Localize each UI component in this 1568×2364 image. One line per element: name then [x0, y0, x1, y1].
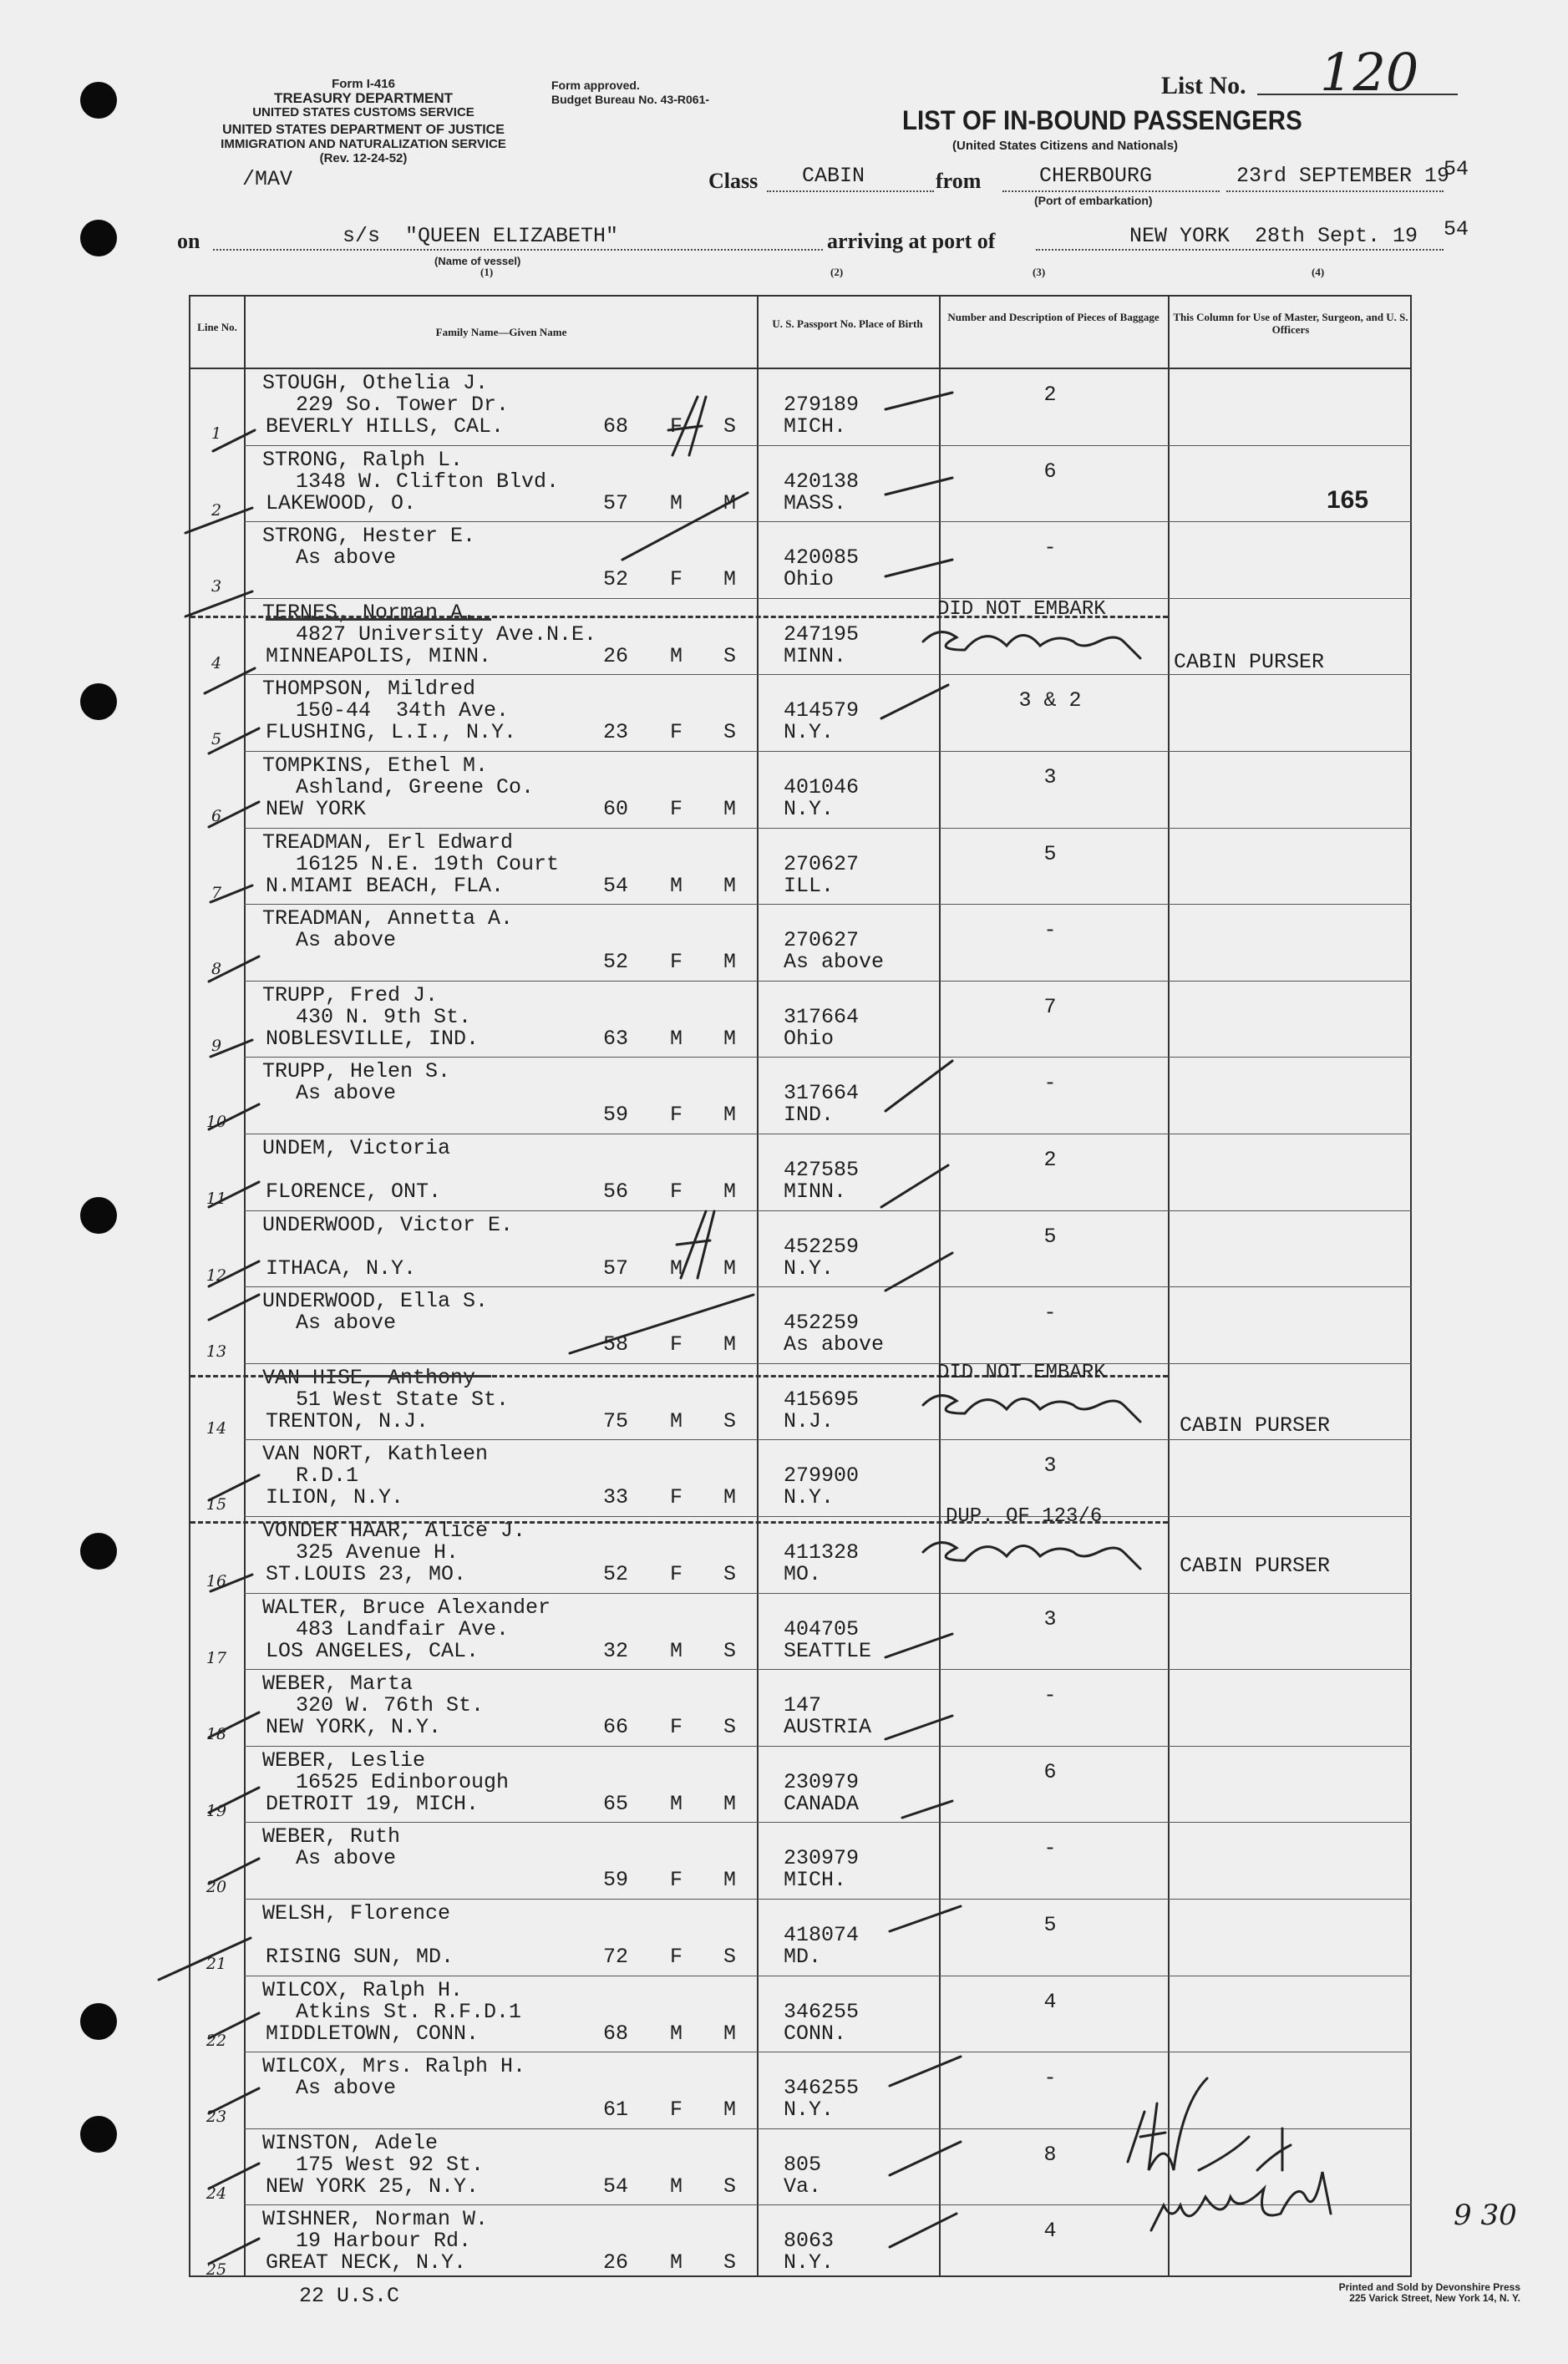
- marital-status: S: [723, 2250, 737, 2275]
- marital-status: M: [723, 2021, 737, 2046]
- birthplace: AUSTRIA: [784, 1715, 872, 1740]
- baggage: -: [1043, 2066, 1057, 2091]
- marital-status: M: [723, 1332, 737, 1357]
- form-approved: Form approved.: [551, 79, 640, 92]
- marital-status: M: [723, 567, 737, 592]
- age: 52: [603, 950, 629, 975]
- col-header-officers: This Column for Use of Master, Surgeon, and U. S. Officers: [1173, 311, 1408, 336]
- col-header-line: Line No.: [197, 321, 237, 333]
- printer-line-2: 225 Varick Street, New York 14, N. Y.: [1349, 2292, 1520, 2304]
- line-number: 15: [206, 1495, 227, 1514]
- birthplace: Va.: [784, 2174, 822, 2199]
- city-state: NEW YORK, N.Y.: [266, 1715, 442, 1740]
- marital-status: M: [723, 2098, 737, 2123]
- family-name: WEBER, Leslie: [262, 1748, 426, 1773]
- family-name: VAN NORT, Kathleen: [262, 1442, 489, 1467]
- line-number: 23: [206, 2108, 227, 2127]
- birthplace: N.Y.: [784, 2098, 835, 2123]
- city-state: LAKEWOOD, O.: [266, 490, 417, 515]
- marital-status: S: [723, 643, 737, 668]
- line-number: 21: [206, 1955, 227, 1973]
- age: 32: [603, 1638, 629, 1663]
- marital-status: M: [723, 1103, 737, 1128]
- family-name: STRONG, Hester E.: [262, 524, 476, 549]
- age: 26: [603, 643, 629, 668]
- cabin-purser-stamp: CABIN PURSER: [1174, 650, 1325, 674]
- sex: M: [670, 490, 683, 515]
- city-state: ITHACA, N.Y.: [266, 1256, 417, 1281]
- on-label: on: [177, 229, 200, 253]
- passport-number: 346255: [784, 2076, 860, 2101]
- family-name: THOMPSON, Mildred: [262, 677, 476, 702]
- address-line: As above: [296, 928, 397, 953]
- family-name: VAN HISE, Anthony: [262, 1365, 476, 1390]
- birthplace: CONN.: [784, 2021, 847, 2046]
- birthplace: N.Y.: [784, 720, 835, 745]
- passport-number: 346255: [784, 1999, 860, 2024]
- city-state: ST.LOUIS 23, MO.: [266, 1562, 467, 1586]
- address-line: As above: [296, 2076, 397, 2101]
- passport-number: 805: [784, 2152, 822, 2177]
- family-name: TREADMAN, Erl Edward: [262, 829, 514, 855]
- baggage: -: [1043, 918, 1057, 943]
- passport-number: 411328: [784, 1540, 860, 1565]
- age: 52: [603, 1562, 629, 1586]
- birthplace: MINN.: [784, 1179, 847, 1204]
- family-name: UNDERWOOD, Victor E.: [262, 1212, 514, 1237]
- baggage: 5: [1043, 1913, 1057, 1937]
- family-name: WINSTON, Adele: [262, 2130, 439, 2155]
- address-line: As above: [296, 1311, 397, 1336]
- family-name: STOUGH, Othelia J.: [262, 371, 489, 395]
- birthplace: MINN.: [784, 643, 847, 668]
- address-line: Atkins St. R.F.D.1: [296, 1999, 522, 2024]
- sex: F: [670, 1945, 683, 1969]
- marital-status: S: [723, 414, 737, 439]
- list-no-label: List No.: [1161, 72, 1246, 99]
- signature-scribble: [1128, 2078, 1291, 2170]
- sex: F: [670, 1103, 683, 1128]
- age: 33: [603, 1485, 629, 1510]
- passport-number: 247195: [784, 621, 860, 647]
- family-name: VONDER HAAR, Alice J.: [262, 1519, 526, 1543]
- city-state: TRENTON, N.J.: [266, 1408, 429, 1433]
- address-line: 483 Landfair Ave.: [296, 1616, 510, 1641]
- age: 68: [603, 414, 629, 439]
- address-line: As above: [296, 545, 397, 571]
- handwritten-time: 9 30: [1454, 2199, 1517, 2232]
- family-name: STRONG, Ralph L.: [262, 447, 464, 472]
- baggage: 4: [1043, 1989, 1057, 2014]
- age: 68: [603, 2021, 629, 2046]
- marital-status: S: [723, 1562, 737, 1586]
- city-state: DETROIT 19, MICH.: [266, 1791, 480, 1816]
- birthplace: ILL.: [784, 873, 835, 898]
- passport-number: 404705: [784, 1616, 860, 1641]
- baggage: 2: [1043, 1148, 1057, 1172]
- sex: F: [670, 1715, 683, 1740]
- address-line: 16525 Edinborough: [296, 1769, 510, 1794]
- family-name: WEBER, Ruth: [262, 1824, 401, 1849]
- family-name: UNDERWOOD, Ella S.: [262, 1289, 489, 1314]
- document-subtitle: (United States Citizens and Nationals): [952, 139, 1179, 153]
- birthplace: N.Y.: [784, 1256, 835, 1281]
- passport-number: 427585: [784, 1158, 860, 1182]
- age: 75: [603, 1408, 629, 1433]
- marital-status: M: [723, 797, 737, 821]
- city-state: RISING SUN, MD.: [266, 1945, 454, 1969]
- did-not-embark-stamp: DID NOT EMBARK: [937, 1362, 1106, 1384]
- city-state: MIDDLETOWN, CONN.: [266, 2021, 480, 2046]
- doj: UNITED STATES DEPARTMENT OF JUSTICE: [222, 123, 505, 137]
- address-line: R.D.1: [296, 1464, 359, 1489]
- address-line: 430 N. 9th St.: [296, 1004, 472, 1029]
- officer-count: 165: [1327, 486, 1369, 514]
- sex: F: [670, 720, 683, 745]
- baggage: 6: [1043, 1759, 1057, 1784]
- city-state: BEVERLY HILLS, CAL.: [266, 414, 505, 439]
- city-state: ILION, N.Y.: [266, 1485, 404, 1510]
- line-number: 24: [206, 2184, 227, 2203]
- family-name: TREADMAN, Annetta A.: [262, 906, 514, 931]
- passport-number: 317664: [784, 1081, 860, 1106]
- birthplace: MASS.: [784, 490, 847, 515]
- family-name: WELSH, Florence: [262, 1901, 451, 1925]
- passport-number: 230979: [784, 1769, 860, 1794]
- sex: F: [670, 567, 683, 592]
- vessel-note: (Name of vessel): [434, 255, 521, 267]
- line-number: 18: [206, 1725, 227, 1744]
- clerk-initials: /MAV: [242, 167, 293, 191]
- city-state: NEW YORK: [266, 797, 367, 821]
- baggage: 2: [1043, 383, 1057, 407]
- vessel-name: s/s "QUEEN ELIZABETH": [343, 224, 619, 248]
- line-number: 20: [206, 1878, 227, 1897]
- passport-number: 418074: [784, 1923, 860, 1947]
- birthplace: SEATTLE: [784, 1638, 872, 1663]
- passport-number: 452259: [784, 1234, 860, 1259]
- passport-number: 420085: [784, 545, 860, 571]
- family-name: WILCOX, Ralph H.: [262, 1977, 464, 2002]
- check-mark: [622, 490, 748, 560]
- line-number: 25: [206, 2260, 227, 2280]
- passport-number: 401046: [784, 775, 860, 799]
- baggage: 8: [1043, 2142, 1057, 2167]
- sex: F: [670, 1179, 683, 1204]
- ins: IMMIGRATION AND NATURALIZATION SERVICE: [221, 137, 506, 151]
- from-label: from: [936, 169, 982, 193]
- city-state: NEW YORK 25, N.Y.: [266, 2174, 480, 2199]
- birthplace: N.Y.: [784, 2250, 835, 2275]
- age: 61: [603, 2098, 629, 2123]
- passport-number: 414579: [784, 698, 860, 723]
- baggage: 5: [1043, 1224, 1057, 1249]
- birthplace: Ohio: [784, 567, 835, 592]
- marital-status: S: [723, 1945, 737, 1969]
- address-line: 1348 W. Clifton Blvd.: [296, 469, 560, 494]
- sex: F: [670, 2098, 683, 2123]
- family-name: WISHNER, Norman W.: [262, 2207, 489, 2232]
- address-line: 4827 University Ave.N.E.: [296, 621, 597, 647]
- marital-status: M: [723, 490, 737, 515]
- col-num-1: (1): [480, 266, 494, 278]
- line-number: 11: [206, 1190, 227, 1208]
- marital-status: S: [723, 1408, 737, 1433]
- age: 59: [603, 1868, 629, 1893]
- passport-number: 270627: [784, 928, 860, 953]
- line-number: 16: [206, 1572, 227, 1590]
- line-number: 9: [211, 1036, 222, 1055]
- age: 54: [603, 873, 629, 898]
- class-label: Class: [708, 169, 759, 193]
- family-name: WALTER, Bruce Alexander: [262, 1595, 551, 1620]
- age: 54: [603, 2174, 629, 2199]
- baggage: -: [1043, 1071, 1057, 1096]
- budget-number: Budget Bureau No. 43-R061-: [551, 93, 710, 106]
- embark-note: (Port of embarkation): [1034, 194, 1153, 207]
- age: 65: [603, 1791, 629, 1816]
- marital-status: S: [723, 2174, 737, 2199]
- line-number: 14: [206, 1418, 227, 1438]
- from-value: CHERBOURG: [1039, 164, 1153, 188]
- sex: F: [670, 950, 683, 975]
- col-num-4: (4): [1312, 266, 1325, 278]
- city-state: LOS ANGELES, CAL.: [266, 1638, 480, 1663]
- birthplace: As above: [784, 1332, 885, 1357]
- address-line: 16125 N.E. 19th Court: [296, 851, 560, 876]
- check-mark: [570, 1295, 754, 1353]
- line-number: 4: [211, 653, 222, 672]
- marital-status: M: [723, 1791, 737, 1816]
- marital-status: S: [723, 1638, 737, 1663]
- arrival-year: 54: [1444, 217, 1469, 241]
- check-mark: [668, 397, 706, 455]
- birthplace: MICH.: [784, 1868, 847, 1893]
- marital-status: M: [723, 873, 737, 898]
- duplicate-stamp: DUP. OF 123/6: [946, 1505, 1103, 1528]
- address-line: 150-44 34th Ave.: [296, 698, 510, 723]
- cabin-purser-stamp: CABIN PURSER: [1180, 1413, 1331, 1438]
- address-line: As above: [296, 1846, 397, 1871]
- list-number: 120: [1320, 42, 1419, 103]
- marital-status: S: [723, 720, 737, 745]
- passport-number: 8063: [784, 2229, 835, 2254]
- family-name: UNDEM, Victoria: [262, 1136, 451, 1160]
- marital-status: M: [723, 950, 737, 975]
- address-line: 320 W. 76th St.: [296, 1693, 485, 1718]
- departure-date: 23rd SEPTEMBER 19: [1236, 164, 1450, 188]
- baggage: -: [1043, 1683, 1057, 1708]
- revision: (Rev. 12-24-52): [319, 151, 408, 165]
- line-number: 7: [211, 883, 222, 902]
- city-state: N.MIAMI BEACH, FLA.: [266, 873, 505, 898]
- signature-scribble: [923, 1396, 1140, 1422]
- baggage: -: [1043, 1836, 1057, 1861]
- address-line: Ashland, Greene Co.: [296, 775, 535, 799]
- signature-scribble: [923, 1543, 1140, 1569]
- marital-status: S: [723, 1715, 737, 1740]
- baggage: 3: [1043, 765, 1057, 789]
- birthplace: MO.: [784, 1562, 822, 1586]
- city-state: MINNEAPOLIS, MINN.: [266, 643, 492, 668]
- passport-number: 147: [784, 1693, 822, 1718]
- sex: F: [670, 1485, 683, 1510]
- col-header-baggage: Number and Description of Pieces of Baggage: [947, 311, 1160, 323]
- marital-status: M: [723, 1179, 737, 1204]
- birthplace: N.Y.: [784, 1485, 835, 1510]
- age: 58: [603, 1332, 629, 1357]
- col-header-name: Family Name—Given Name: [435, 326, 567, 338]
- did-not-embark-stamp: DID NOT EMBARK: [937, 598, 1106, 621]
- birthplace: N.J.: [784, 1408, 835, 1433]
- departure-year: 54: [1444, 157, 1469, 181]
- sex: F: [670, 1332, 683, 1357]
- age: 23: [603, 720, 629, 745]
- birthplace: CANADA: [784, 1791, 860, 1816]
- marital-status: M: [723, 1026, 737, 1051]
- birthplace: IND.: [784, 1103, 835, 1128]
- baggage: -: [1043, 1301, 1057, 1326]
- department: TREASURY DEPARTMENT: [273, 90, 454, 106]
- age: 57: [603, 490, 629, 515]
- printer-block: [1270, 2282, 1520, 2304]
- age: 72: [603, 1945, 629, 1969]
- baggage: 7: [1043, 994, 1057, 1019]
- passport-number: 279900: [784, 1464, 860, 1489]
- city-state: FLUSHING, L.I., N.Y.: [266, 720, 517, 745]
- address-line: As above: [296, 1081, 397, 1106]
- passport-number: 317664: [784, 1004, 860, 1029]
- cabin-purser-stamp: CABIN PURSER: [1180, 1554, 1331, 1578]
- sex: F: [670, 414, 683, 439]
- birthplace: Ohio: [784, 1026, 835, 1051]
- baggage: 3: [1043, 1606, 1057, 1631]
- address-line: 175 West 92 St.: [296, 2152, 485, 2177]
- sex: M: [670, 1638, 683, 1663]
- family-name: WILCOX, Mrs. Ralph H.: [262, 2054, 526, 2079]
- age: 60: [603, 797, 629, 821]
- age: 66: [603, 1715, 629, 1740]
- document-title: LIST OF IN-BOUND PASSENGERS: [902, 105, 1302, 135]
- line-number: 10: [206, 1113, 227, 1132]
- baggage: 5: [1043, 841, 1057, 866]
- signature-scribble: [1151, 2172, 1331, 2230]
- age: 26: [603, 2250, 629, 2275]
- line-number: 1: [211, 424, 222, 443]
- city-state: FLORENCE, ONT.: [266, 1179, 442, 1204]
- statute-reference: 22 U.S.C: [299, 2284, 400, 2308]
- passport-number: 279189: [784, 393, 860, 417]
- sex: M: [670, 2250, 683, 2275]
- age: 57: [603, 1256, 629, 1281]
- sex: M: [670, 873, 683, 898]
- sex: M: [670, 1791, 683, 1816]
- birthplace: MD.: [784, 1945, 822, 1969]
- line-number: 19: [206, 1801, 227, 1820]
- arriving-label: arriving at port of: [827, 229, 996, 253]
- city-state: GREAT NECK, N.Y.: [266, 2250, 467, 2275]
- sex: M: [670, 2174, 683, 2199]
- baggage: 3: [1043, 1453, 1057, 1479]
- city-state: NOBLESVILLE, IND.: [266, 1026, 480, 1051]
- line-number: 6: [211, 807, 222, 825]
- sex: F: [670, 797, 683, 821]
- marital-status: M: [723, 1485, 737, 1510]
- printer-line-1: Printed and Sold by Devonshire Press: [1338, 2281, 1520, 2293]
- address-line: 51 West State St.: [296, 1387, 510, 1412]
- col-num-3: (3): [1033, 266, 1046, 278]
- col-num-2: (2): [830, 266, 844, 278]
- baggage: 3 & 2: [1018, 688, 1082, 713]
- address-line: 229 So. Tower Dr.: [296, 393, 510, 417]
- marital-status: M: [723, 1256, 737, 1281]
- class-value: CABIN: [802, 164, 865, 188]
- sex: M: [670, 1408, 683, 1433]
- arrival-port-date: NEW YORK 28th Sept. 19: [1129, 224, 1418, 248]
- sex: M: [670, 2021, 683, 2046]
- sex: M: [670, 643, 683, 668]
- passport-number: 452259: [784, 1311, 860, 1336]
- sex: M: [670, 1026, 683, 1051]
- baggage: -: [1043, 535, 1057, 561]
- passport-number: 270627: [784, 851, 860, 876]
- line-number: 12: [206, 1266, 227, 1285]
- line-number: 8: [211, 960, 222, 979]
- col-header-passport: U. S. Passport No. Place of Birth: [772, 317, 923, 330]
- signature-scribble: [923, 632, 1140, 658]
- age: 56: [603, 1179, 629, 1204]
- line-number: 5: [211, 730, 222, 749]
- family-name: TERNES, Norman A.: [262, 600, 476, 625]
- family-name: TRUPP, Fred J.: [262, 982, 439, 1007]
- birthplace: As above: [784, 950, 885, 975]
- line-number: 17: [206, 1648, 227, 1667]
- family-name: WEBER, Marta: [262, 1672, 414, 1697]
- passport-number: 230979: [784, 1846, 860, 1871]
- sex: F: [670, 1562, 683, 1586]
- line-number: 13: [206, 1342, 227, 1362]
- form-number: Form I-416: [332, 77, 395, 91]
- sex: F: [670, 1868, 683, 1893]
- age: 52: [603, 567, 629, 592]
- address-line: 325 Avenue H.: [296, 1540, 459, 1565]
- passport-number: 415695: [784, 1387, 860, 1412]
- line-number: 2: [211, 500, 222, 520]
- sex: M: [670, 1256, 683, 1281]
- passport-number: 420138: [784, 469, 860, 494]
- line-number: 22: [206, 2031, 227, 2050]
- check-mark: [677, 1211, 714, 1278]
- age: 63: [603, 1026, 629, 1051]
- marital-status: M: [723, 1868, 737, 1893]
- birthplace: MICH.: [784, 414, 847, 439]
- birthplace: N.Y.: [784, 797, 835, 821]
- customs-service: UNITED STATES CUSTOMS SERVICE: [252, 105, 474, 119]
- age: 59: [603, 1103, 629, 1128]
- baggage: 6: [1043, 459, 1057, 484]
- line-number: 3: [211, 577, 222, 596]
- address-line: 19 Harbour Rd.: [296, 2229, 472, 2254]
- family-name: TRUPP, Helen S.: [262, 1059, 451, 1084]
- family-name: TOMPKINS, Ethel M.: [262, 753, 489, 778]
- baggage: 4: [1043, 2219, 1057, 2244]
